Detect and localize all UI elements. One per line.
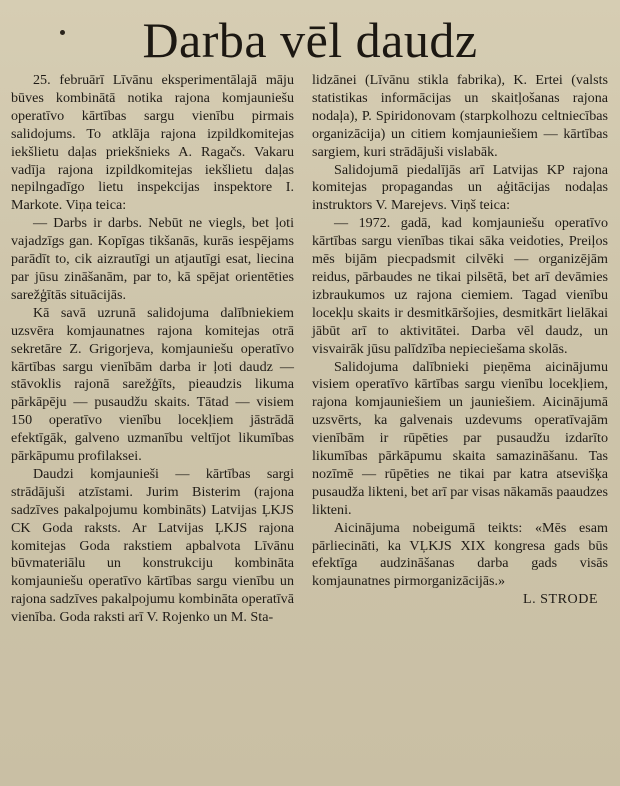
article-column-left: [11, 72, 294, 627]
paragraph: Aicinājuma nobeigumā teikts: «Mēs esam pārliecināti, ka VĻKJS XIX kongresa gads būs efektīga audzināšanas darba gads visās komjaunatnes pirmorganizācijās.»: [312, 519, 608, 590]
author-signature: L. STRODE: [523, 591, 598, 608]
article-headline: Darba vēl daudz: [142, 12, 478, 68]
paragraph: — 1972. gadā, kad komjauniešu operatīvo kārtības sargu vienības tikai sāka veidoties, Preiļos mēs bijām piecpadsmit cilvēki — organizējām reidus, pārbaudes ne tikai pilsētā, bet arī devāmies izbraukumos uz rajona ciemiem. Tagad vienību locekļu skaits ir desmitkāršojies, desmitkārt lielākai jābūt arī to aktivitātei. Darba vēl daudz, un visvairāk jūsu palīdzība nepieciešama skolās.: [312, 215, 608, 357]
paragraph: 25. februārī Līvānu eksperimentālajā māju būves kombinātā notika rajona komjauniešu operatīvo kārtības sargu vienību pirmais salidojums. To atklāja rajona izpildkomitejas iekšlietu daļas priekšnieks A. Ragačs. Vakaru vadīja rajona izpildkomitejas iekšlietu daļas nepilngadīgo lietu inspekcijas inspektore I. Markote. Viņa teica:: [11, 72, 294, 214]
paragraph: Salidojuma dalībnieki pieņēma aicinājumu visiem operatīvo kārtības sargu vienību locekļiem, rajona komjauniešiem un jauniešiem. Aicinājumā uzsvērts, ka galvenais uzdevums operatīvajām vienībām ir rūpēties par pusaudžu izdarīto likumības pārkāpumu skaita samazināšanu. Tas nozīmē — rūpēties ne tikai par katra atsevišķa pusaudža likteni, bet arī par visas nākamās paaudzes likteni.: [312, 358, 608, 518]
paragraph: lidzānei (Līvānu stikla fabrika), K. Ertei (valsts statistikas informācijas un skaitļošanas rajona nodaļa), P. Spiridonovam (starpkolhozu celtniecības organizācija) un citiem komjauniešiem — kārtības sargiem, kuri strādājuši vislabāk.: [312, 72, 608, 160]
paragraph: Kā savā uzrunā salidojuma dalībniekiem uzsvēra komjaunatnes rajona komitejas otrā sekretāre Z. Grigorjeva, komjauniešu operatīvo kārtības sargu vienībām darba ir ļoti daudz — stāvoklis rajonā sarežģīts, pieaudzis likuma pārkāpēju — pusaudžu skaits. Tātad — visiem 150 operatīvo vienību locekļiem jāstrādā efektīgāk, galveno uzmanību veltījot likumības pārkāpumu profilaksei.: [11, 304, 294, 465]
paragraph: Daudzi komjaunieši — kārtības sargi strādājuši atzīstami. Jurim Bisterim (rajona sadzīves pakalpojumu kombināts) Latvijas ĻKJS CK Goda raksts. Ar Latvijas ĻKJS rajona komitejas Goda rakstiem apbalvota Līvānu būvmateriālu un konstrukciju kombināta komjauniešu operatīvo kārtības sargu vienību un rajona sadzīves pakalpojumu kombināta operatīvā vienība. Goda raksti arī V. Rojenko un M. Sta-: [11, 465, 294, 626]
paragraph: Salidojumā piedalījās arī Latvijas KP rajona komitejas propagandas un aģitācijas nodaļas instruktors V. Marejevs. Viņš teica:: [312, 161, 608, 214]
article-column-right: [312, 72, 608, 609]
paragraph: — Darbs ir darbs. Nebūt ne viegls, bet ļoti vajadzīgs gan. Kopīgas tikšanās, kurās iespējams parādīt to, cik aizrautīgi un atjautīgi esat, liecina par jūsu zināšanām, par to, kā spējat orientēties sarežģītās situācijās.: [11, 215, 294, 303]
